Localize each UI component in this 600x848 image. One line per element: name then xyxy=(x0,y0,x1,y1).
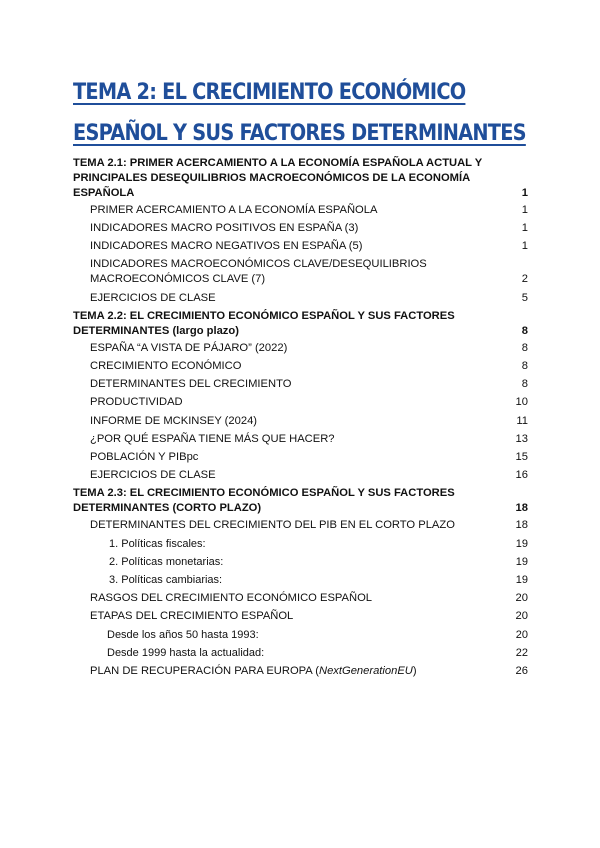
toc-page: 8 xyxy=(521,378,528,391)
toc-subitem[interactable] xyxy=(73,626,528,644)
toc-label-suffix: (largo plazo) xyxy=(169,324,239,337)
toc-item[interactable] xyxy=(73,375,528,393)
toc-item[interactable] xyxy=(73,412,528,430)
toc-page: 22 xyxy=(515,646,528,659)
toc-label: 1. Políticas fiscales: xyxy=(109,537,206,550)
toc-page: 20 xyxy=(515,592,528,605)
table-of-contents xyxy=(73,156,528,680)
toc-page: 19 xyxy=(515,537,528,550)
toc-page: 1 xyxy=(521,204,528,216)
toc-label-main: TEMA 2.2: EL CRECIMIENTO ECONÓMICO ESPAÑOL Y SUS FACTORES DETERMINANTES xyxy=(73,309,455,337)
toc-label: INDICADORES MACRO POSITIVOS EN ESPAÑA (3) xyxy=(90,222,359,235)
toc-page: 11 xyxy=(516,414,528,427)
toc-subitem[interactable] xyxy=(73,644,528,662)
toc-label: EJERCICIOS DE CLASE xyxy=(90,469,216,482)
toc-subitem[interactable] xyxy=(73,553,528,571)
toc-label: Desde los años 50 hasta 1993: xyxy=(107,628,259,641)
toc-page: 16 xyxy=(515,469,528,482)
toc-label: 2. Políticas monetarias: xyxy=(109,555,224,568)
toc-label: TEMA 2.1: PRIMER ACERCAMIENTO A LA ECONOMÍA ESPAÑOLA ACTUAL Y PRINCIPALES DESEQUILIBRIOS MACROECONÓMICOS DE LA ECONOMÍA ESPAÑOLA xyxy=(73,157,482,199)
toc-label: 3. Políticas cambiarias: xyxy=(109,574,223,587)
toc-label: INDICADORES MACRO NEGATIVOS EN ESPAÑA (5) xyxy=(90,240,363,253)
toc-label: PRIMER ACERCAMIENTO A LA ECONOMÍA ESPAÑOLA xyxy=(90,204,378,216)
toc-subitem[interactable] xyxy=(73,535,528,553)
toc-item[interactable] xyxy=(73,237,528,255)
toc-subitem[interactable] xyxy=(73,571,528,589)
toc-label-main: PLAN DE RECUPERACIÓN PARA EUROPA ( xyxy=(90,665,319,678)
toc-page: 18 xyxy=(515,502,528,515)
toc-page: 2 xyxy=(521,272,528,285)
toc-item[interactable] xyxy=(73,289,528,307)
toc-label: ¿POR QUÉ ESPAÑA TIENE MÁS QUE HACER? xyxy=(90,432,335,445)
toc-item[interactable] xyxy=(73,339,528,357)
toc-label: POBLACIÓN Y PIBpc xyxy=(90,451,199,464)
toc-label: Desde 1999 hasta la actualidad: xyxy=(107,646,265,659)
toc-label-italic: NextGenerationEU xyxy=(318,665,413,678)
toc-label: INDICADORES MACROECONÓMICOS CLAVE/DESEQUILIBRIOS MACROECONÓMICOS CLAVE (7) xyxy=(90,257,427,285)
toc-section-2-3[interactable] xyxy=(73,486,528,516)
toc-label: TEMA 2.3: EL CRECIMIENTO ECONÓMICO ESPAÑOL Y SUS FACTORES DETERMINANTES (CORTO PLAZO) xyxy=(73,487,455,515)
document-page xyxy=(73,72,528,680)
toc-item[interactable] xyxy=(73,393,528,411)
toc-page: 20 xyxy=(515,628,528,641)
toc-page: 13 xyxy=(515,432,528,445)
toc-item[interactable] xyxy=(73,516,528,534)
toc-page: 19 xyxy=(515,574,528,587)
toc-item[interactable] xyxy=(73,357,528,375)
toc-label xyxy=(73,309,506,339)
toc-page: 1 xyxy=(521,222,528,235)
toc-page: 10 xyxy=(515,396,528,409)
toc-item[interactable] xyxy=(73,430,528,448)
toc-item[interactable] xyxy=(73,466,528,484)
toc-page: 26 xyxy=(515,665,528,678)
toc-label: PRODUCTIVIDAD xyxy=(90,396,183,409)
toc-page: 20 xyxy=(515,610,528,623)
toc-page: 8 xyxy=(521,360,528,373)
toc-page: 8 xyxy=(521,324,528,337)
toc-page: 1 xyxy=(521,240,528,253)
toc-item[interactable] xyxy=(73,589,528,607)
toc-label: RASGOS DEL CRECIMIENTO ECONÓMICO ESPAÑOL xyxy=(90,592,373,605)
toc-page: 15 xyxy=(515,451,528,464)
toc-page: 19 xyxy=(515,555,528,568)
toc-label: INFORME DE MCKINSEY (2024) xyxy=(90,414,258,427)
toc-page: 5 xyxy=(521,291,528,304)
toc-label-end: ) xyxy=(412,665,417,678)
toc-page: 18 xyxy=(515,519,528,532)
toc-section-2-1[interactable] xyxy=(73,156,528,201)
toc-item[interactable] xyxy=(73,662,528,680)
toc-label xyxy=(90,662,506,680)
toc-item[interactable] xyxy=(73,448,528,466)
toc-label: EJERCICIOS DE CLASE xyxy=(90,291,216,304)
toc-item[interactable] xyxy=(73,607,528,625)
toc-label: ETAPAS DEL CRECIMIENTO ESPAÑOL xyxy=(90,610,294,623)
toc-item[interactable] xyxy=(73,257,528,287)
toc-label: ESPAÑA “A VISTA DE PÁJARO” (2022) xyxy=(90,341,288,354)
toc-page: 1 xyxy=(521,187,528,199)
toc-label: CRECIMIENTO ECONÓMICO xyxy=(90,360,242,373)
toc-page: 8 xyxy=(521,341,528,354)
toc-label: DETERMINANTES DEL CRECIMIENTO DEL PIB EN EL CORTO PLAZO xyxy=(90,519,455,532)
toc-item[interactable] xyxy=(73,201,528,219)
toc-item[interactable] xyxy=(73,219,528,237)
page-title: TEMA 2: EL CRECIMIENTO ECONÓMICO ESPAÑOL Y SUS FACTORES DETERMINANTES xyxy=(73,79,526,146)
toc-label: DETERMINANTES DEL CRECIMIENTO xyxy=(90,378,292,391)
toc-section-2-2[interactable] xyxy=(73,309,528,339)
